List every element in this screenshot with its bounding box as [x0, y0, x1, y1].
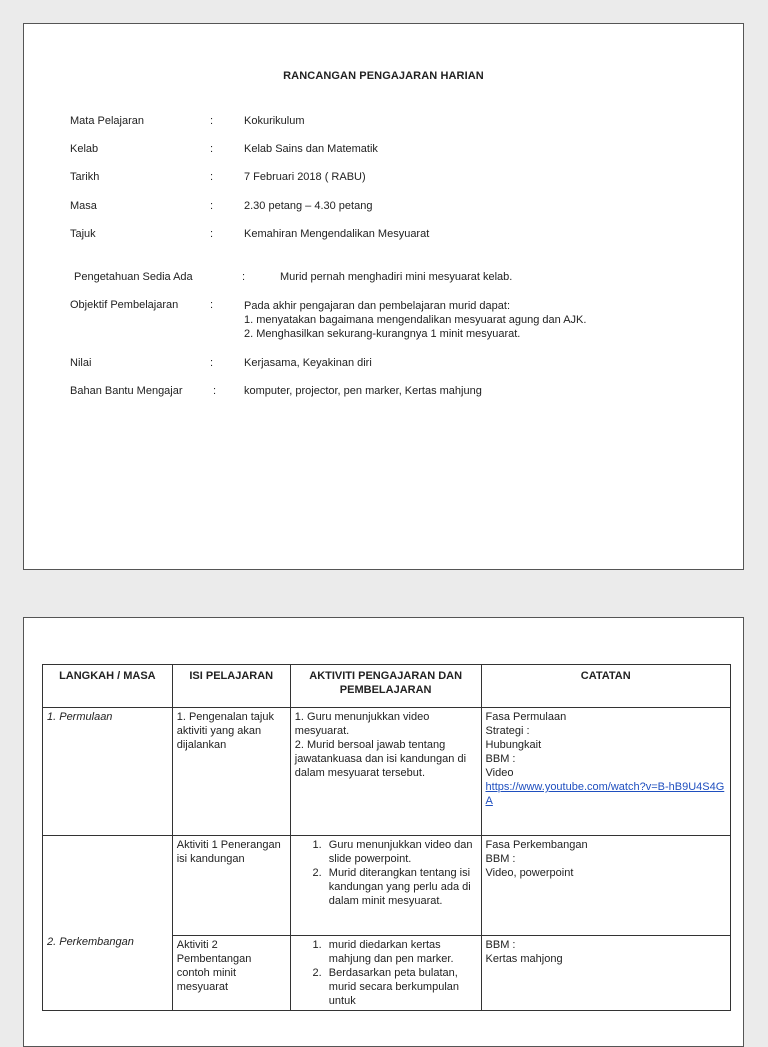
info-colon: :	[210, 143, 214, 155]
info-value: 7 Februari 2018 ( RABU)	[244, 171, 366, 183]
cell-isi: Aktiviti 2 Pembentangan contoh minit mesyuarat	[172, 936, 290, 1011]
info-value: Murid pernah menghadiri mini mesyuarat kelab.	[280, 271, 513, 283]
info-label: Pengetahuan Sedia Ada	[74, 271, 193, 283]
table-row	[43, 836, 731, 936]
info-colon: :	[210, 299, 214, 311]
info-colon: :	[213, 385, 217, 397]
header-isi: ISI PELAJARAN	[172, 665, 290, 708]
info-label: Bahan Bantu Mengajar	[70, 385, 183, 397]
cell-aktiviti	[290, 708, 481, 836]
cell-langkah	[43, 708, 173, 836]
note-line: Fasa Permulaan	[485, 711, 567, 723]
step-label: 1. Permulaan	[47, 711, 113, 723]
note-line: Hubungkait	[485, 739, 542, 751]
activity-item: 1. Guru menunjukkan video dan slide powerpoint.	[325, 838, 477, 866]
activity-item: 2. Murid diterangkan tentang isi kandungan yang perlu ada di dalam minit mesyuarat.	[325, 866, 477, 908]
info-label: Tarikh	[70, 171, 100, 183]
table-header-row	[43, 665, 731, 708]
activity-line: 2. Murid bersoal jawab tentang jawatankuasa dan isi kandungan di dalam mesyuarat tersebut.	[294, 739, 467, 779]
info-value: komputer, projector, pen marker, Kertas mahjung	[244, 385, 482, 397]
info-value	[244, 299, 586, 341]
info-label: Masa	[70, 200, 97, 212]
lesson-plan-page-2	[23, 617, 744, 1047]
info-colon: :	[210, 115, 214, 127]
cell-catatan	[481, 936, 730, 1011]
youtube-link[interactable]: https://www.youtube.com/watch?v=B-hB9U4S4GA	[485, 781, 725, 807]
info-value: 2.30 petang – 4.30 petang	[244, 200, 373, 212]
info-colon: :	[210, 200, 214, 212]
info-colon: :	[242, 271, 246, 283]
cell-catatan	[481, 708, 730, 836]
info-label: Tajuk	[70, 228, 96, 240]
info-label: Mata Pelajaran	[70, 115, 144, 127]
note-line: BBM :	[485, 753, 516, 765]
document-title: RANCANGAN PENGAJARAN HARIAN	[283, 70, 484, 82]
note-line: BBM :	[485, 939, 516, 951]
info-value: Kokurikulum	[244, 115, 305, 127]
activity-list	[295, 838, 477, 908]
info-colon: :	[210, 171, 214, 183]
info-colon: :	[210, 228, 214, 240]
info-value: Kelab Sains dan Matematik	[244, 143, 378, 155]
objective-intro: Pada akhir pengajaran dan pembelajaran murid dapat:	[244, 300, 511, 312]
cell-aktiviti	[290, 836, 481, 936]
info-label: Kelab	[70, 143, 99, 155]
info-value: Kemahiran Mengendalikan Mesyuarat	[244, 228, 430, 240]
step-label: 2. Perkembangan	[47, 936, 134, 948]
note-line: Kertas mahjong	[485, 953, 563, 965]
note-line: Video	[485, 767, 514, 779]
table-row	[43, 708, 731, 836]
note-line: Video, powerpoint	[485, 867, 574, 879]
activity-list	[295, 938, 477, 1008]
cell-catatan	[481, 836, 730, 936]
cell-isi: 1. Pengenalan tajuk aktiviti yang akan dijalankan	[172, 708, 290, 836]
activity-item: 2. Berdasarkan peta bulatan, murid secara berkumpulan untuk	[325, 966, 477, 1008]
cell-isi: Aktiviti 1 Penerangan isi kandungan	[172, 836, 290, 936]
activity-line: 1. Guru menunjukkan video mesyuarat.	[294, 711, 430, 737]
activity-item: 1. murid diedarkan kertas mahjung dan pen marker.	[325, 938, 477, 966]
note-line: BBM :	[485, 853, 516, 865]
objective-2: 2. Menghasilkan sekurang-kurangnya 1 minit mesyuarat.	[244, 328, 521, 340]
cell-aktiviti	[290, 936, 481, 1011]
lesson-steps-table	[42, 664, 731, 1011]
info-value: Kerjasama, Keyakinan diri	[244, 357, 372, 369]
header-catatan: CATATAN	[481, 665, 730, 708]
header-aktiviti: AKTIVITI PENGAJARAN DAN PEMBELAJARAN	[290, 665, 481, 708]
lesson-plan-page-1	[23, 23, 744, 570]
note-line: Fasa Perkembangan	[485, 839, 588, 851]
info-label: Objektif Pembelajaran	[70, 299, 179, 311]
note-line: Strategi :	[485, 725, 530, 737]
objective-1: 1. menyatakan bagaimana mengendalikan mesyuarat agung dan AJK.	[244, 314, 587, 326]
header-langkah: LANGKAH / MASA	[43, 665, 173, 708]
info-label: Nilai	[70, 357, 92, 369]
cell-langkah	[43, 836, 173, 1011]
info-colon: :	[210, 357, 214, 369]
